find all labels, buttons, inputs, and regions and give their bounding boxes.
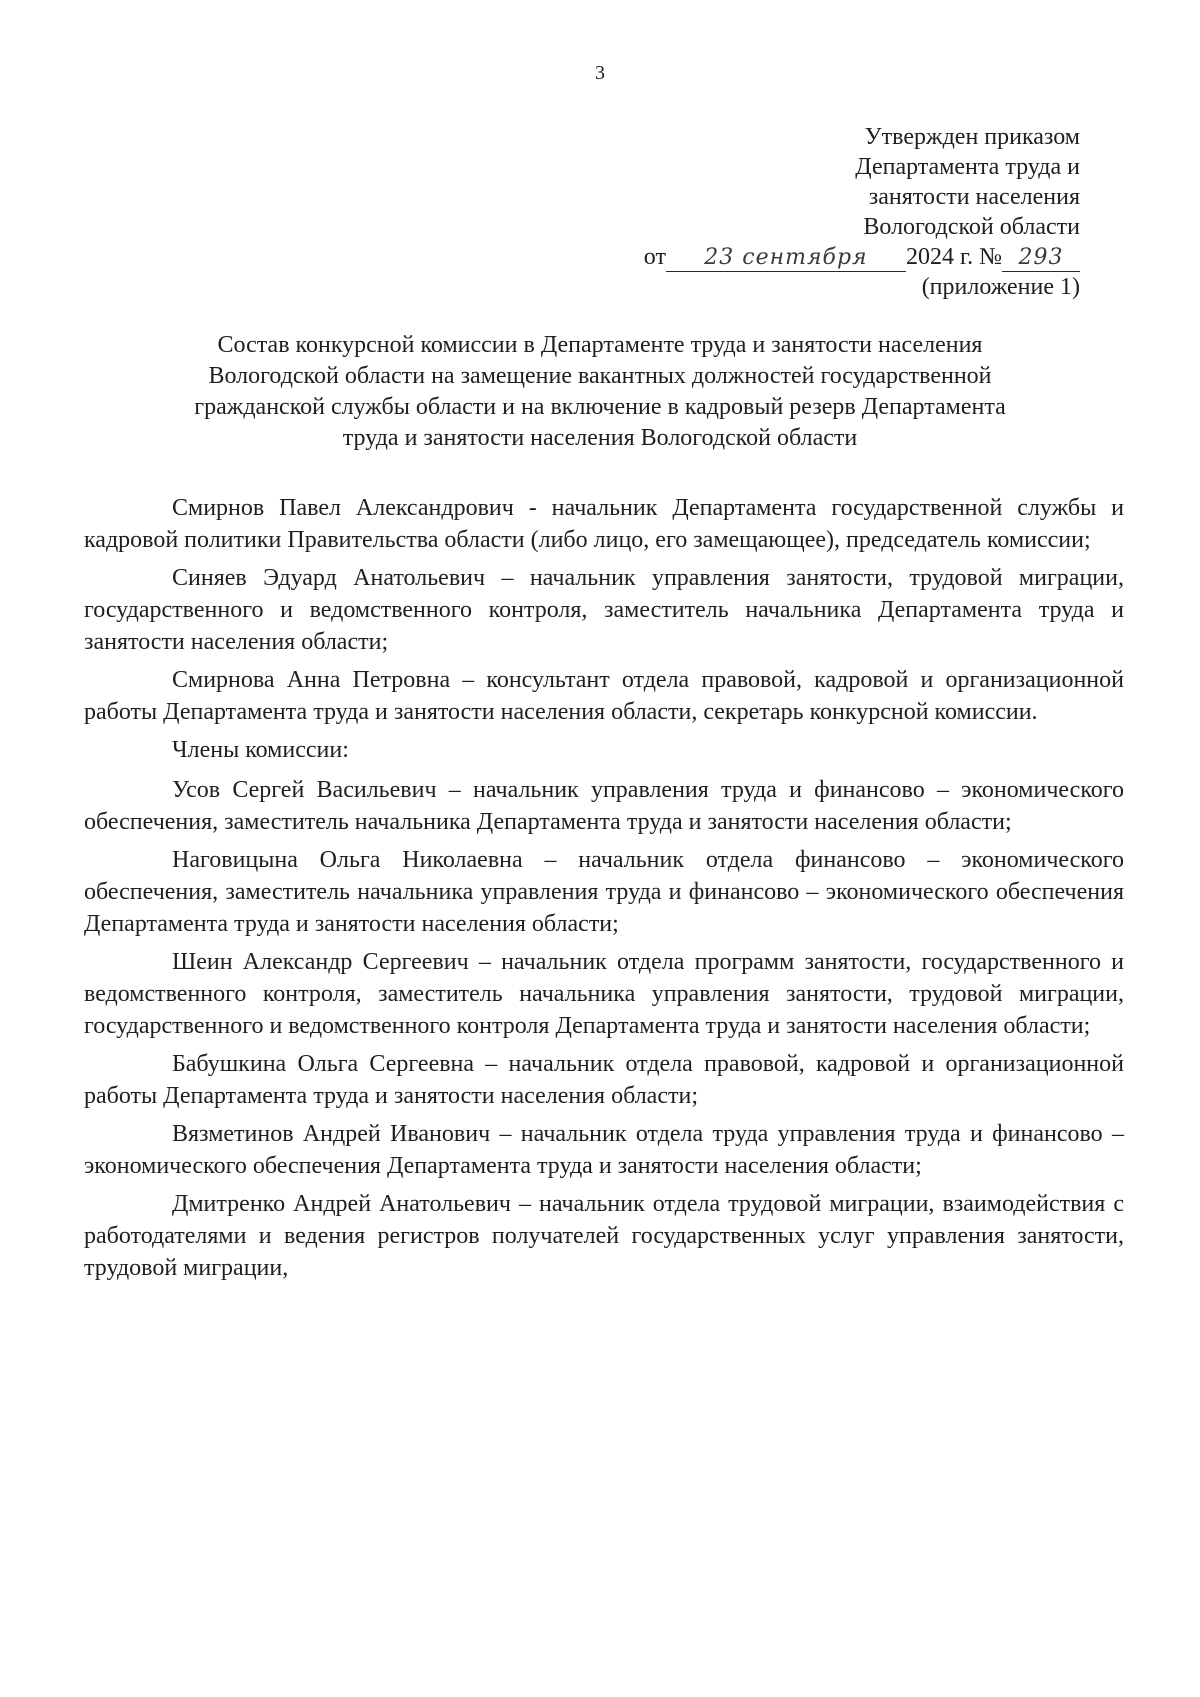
approval-line-1: Утвержден приказом [864,124,1080,150]
paragraph-chairman: Смирнов Павел Александрович - начальник Департамента государственной службы и кадровой политики Правительства области (либо лицо, его замещающее), председатель комиссии; [84,495,1124,553]
title-line-2: Вологодской области на замещение вакантных должностей государственной [208,363,992,389]
approval-year: 2024 г. № [905,244,1002,270]
document-title [100,330,1100,454]
handwritten-date: 23 сентября [666,245,906,272]
approval-block [520,122,1080,302]
paragraph-member: Шеин Александр Сергеевич – начальник отдела программ занятости, государственного и ведомственного контроля, заместитель начальника управления занятости, трудовой миграции, государственного и ведомственного контроля Департамента труда и занятости населения области; [84,949,1124,1039]
title-line-4: труда и занятости населения Вологодской области [342,425,858,451]
paragraph-vice-chairman: Синяев Эдуард Анатольевич – начальник управления занятости, трудовой миграции, государственного и ведомственного контроля, заместитель начальника Департамента труда и занятости населения области; [84,565,1124,655]
page-number: 3 [595,62,605,84]
title-line-3: гражданской службы области и на включение в кадровый резерв Департамента [194,394,1006,420]
title-line-1: Состав конкурсной комиссии в Департаменте труда и занятости населения [217,332,983,358]
approval-line-3: занятости населения [868,184,1080,210]
approval-line-4: Вологодской области [863,214,1080,240]
paragraph-member: Наговицына Ольга Николаевна – начальник отдела финансово – экономического обеспечения, заместитель начальника управления труда и финансово – экономического обеспечения Департамента труда и занятости населения области; [84,847,1124,937]
date-prefix: от [643,244,666,270]
paragraph-member: Усов Сергей Васильевич – начальник управления труда и финансово – экономического обеспечения, заместитель начальника Департамента труда и занятости населения области; [84,777,1124,835]
paragraph-member: Дмитренко Андрей Анатольевич – начальник отдела трудовой миграции, взаимодействия с работодателями и ведения регистров получателей государственных услуг управления занятости, трудовой миграции, [84,1191,1124,1281]
document-body [84,492,1124,1290]
approval-date-line [520,242,1080,272]
paragraph-member: Бабушкина Ольга Сергеевна – начальник отдела правовой, кадровой и организационной работы Департамента труда и занятости населения области; [84,1051,1124,1109]
approval-line-2: Департамента труда и [855,154,1080,180]
paragraph-secretary: Смирнова Анна Петровна – консультант отдела правовой, кадровой и организационной работы Департамента труда и занятости населения области, секретарь конкурсной комиссии. [84,667,1124,725]
handwritten-number: 293 [1002,245,1080,272]
appendix-label: (приложение 1) [921,274,1080,300]
paragraph-member: Вязметинов Андрей Иванович – начальник отдела труда управления труда и финансово – экономического обеспечения Департамента труда и занятости населения области; [84,1121,1124,1179]
paragraph-members-heading: Члены комиссии: [172,737,349,763]
